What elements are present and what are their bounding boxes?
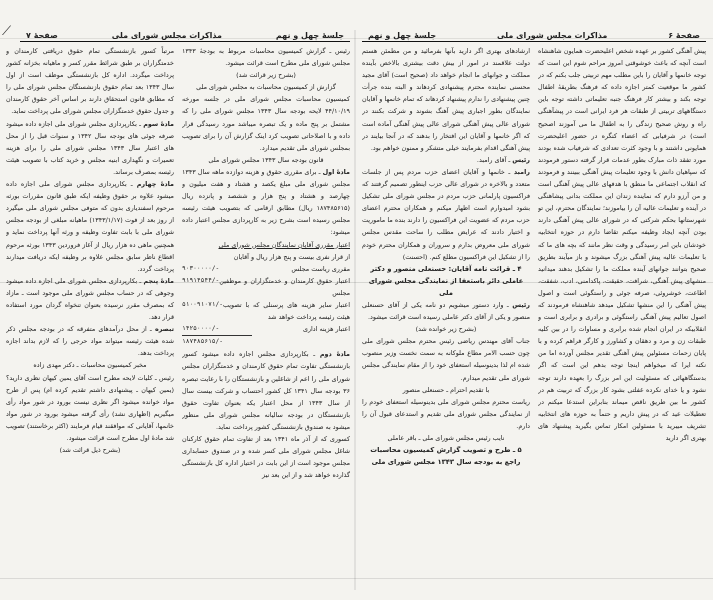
paragraph: (بشرح زیر خوانده شد) (415, 325, 477, 334)
paragraph: رئیس ـ آقای رامبد. (476, 155, 530, 164)
page-number: صفحهٔ ۶ (668, 31, 700, 40)
paragraph: کمیسیون محاسبات مجلس شورای ملی در جلسه مورخه ۴۴/۱۰/۱۹ لایحه بودجه سال ۱۳۴۳ مجلس شورای ملی را که مشتمل بر پنج ماده و یک تبصره میباشد مورد رسیدگی قرار داده و با اصلاحاتی تصویب کرد اینک گزارش آن را برای تصویب بمجلس شورای ملی تقدیم میدارد. (182, 95, 350, 152)
budget-label: اعتبار هزینه اداری (302, 325, 350, 334)
paragraph: ۴ ـ قرائت نامه آقایان: حسنعلی منصور و دکتر عاملی دائر باستعفا از نمایندگی مجلس شورای ملی (368, 264, 524, 297)
budget-label: از قرار نفری بیست و پنج هزار ریال و آقایان (233, 252, 350, 261)
paragraph: با تقدیم احترام ـ حسنعلی منصور (402, 385, 490, 394)
speaker-label: مادهٔ دوم (319, 350, 350, 359)
budget-line (182, 275, 350, 299)
scan-corner-mark: ⟋ (2, 24, 12, 39)
paragraph: نایب رئیس مجلس شورای ملی ـ باقر عاملی (387, 434, 505, 442)
paragraph: جناب آقای مهندس ریاضی رئیس محترم مجلس شورای ملی چون حسب الامر مطاع ملوکانه به سمت نخست وزیر منصوب شده ام لذا بدینوسیله استعفای خود را از مقام نمایندگی مجلس شورای ملی تقدیم میدارم. (362, 337, 530, 382)
page-6-col-left (362, 45, 530, 570)
page-6 (356, 0, 713, 600)
paragraph: قانون بودجه سال ۱۳۴۳ مجلس شورای ملی (208, 155, 324, 164)
paragraph: مادهٔ پنجم ـ بکارپردازی مجلس شورای ملی اجازه داده میشود وجوهی که در حساب مجلس شورای ملی موجود است ـ مازاد که بمصرف مقرر نرسیده بعنوان تنخواه گردان مورد استفاده قرار دهد. (6, 276, 174, 322)
speaker-label: مادهٔ چهارم (136, 180, 174, 189)
budget-total (182, 336, 350, 348)
budget-line (182, 263, 350, 275)
paragraph: (بشرح زیر قرائت شد) (236, 71, 296, 80)
paragraph: گزارش از کمیسیون محاسبات به مجلس شورای ملی (196, 83, 336, 92)
page-number: صفحهٔ ۷ (26, 31, 58, 40)
budget-line (182, 299, 350, 323)
paragraph: رئیس ـ وارد دستور میشویم دو نامه یکی از آقای حسنعلی منصور و یکی از آقای دکتر عاملی رسیده است قرائت میشود. (362, 300, 530, 322)
paragraph: مادهٔ چهارم ـ بکارپردازی مجلس شورای ملی اجازه داده میشود علاوه بر حقوق وظیفه ایکه طبق قانون مقررات بورثه مرحوم اسفندیاری بدون که متوفی مجلس شورای ملی میگیرد از روز بعد از فوت (۱۳۴۳/۱/۱۷) ماهیانه مبلغی از بودجه مجلس شورای ملی با بابت تفاوت وظیفه و ورثه آنها پرداخت نماید و همچنین ماهی ده هزار ریال از آغاز فروردین ۱۳۴۳ بورثه مرحوم اقطاع ناظر سابق مجلس علاوه بر وظیفه ایکه دریافت میدارند پرداخت گردد. (6, 180, 174, 273)
running-title: مذاکرات مجلس شورای ملی (497, 31, 608, 40)
budget-line (182, 323, 350, 335)
scan-line (0, 38, 713, 39)
budget-amount: ۱۴۲۵۰۰۰۰/- (182, 325, 220, 333)
budget-total-amount: ۱۸۷۴۸۵۶۱۵/- (182, 338, 223, 346)
paragraph: مخبر کمیسیون محاسبات ـ دکتر مهدی زاده (33, 361, 147, 370)
paragraph: مادهٔ اول ـ برای مقرری حقوق و هزینه دوازده ماهه سال ۱۳۴۳ مجلس شورای ملی مبلغ یکصد و هشتاد و هفت میلیون و چهارصد و هشتاد و پنج هزار و ششصد و پانزده ریال (۱۸۷۴۸۵۶۱۵ ریال) مطابق ارقامی که بتصویب هیئت رئیسه مجلس رسیده است بشرح زیر به کارپردازی مجلس اعتبار داده میشود: (182, 167, 350, 237)
scan-line (0, 282, 713, 283)
speaker-label: مادهٔ سوم (143, 119, 174, 128)
speaker-label: رامبد (513, 167, 530, 176)
page-7-header (20, 27, 350, 42)
paragraph: تبصره ـ از محل درآمدهای متفرقه که در بودجه مجلس ذکر شده هیئت رئیسه میتواند مواد حرجی را که لازم بداند اجازه پرداخت بدهد. (6, 325, 174, 358)
paragraph: مرتباً کسور بازنشستگی تمام حقوق دریافتی کارمندان و خدمتگزاران بر طبق شرائط مقرر کسر و ماهیانه بخزانه کشور پرداخت میگردد. اداره کل بازنشستگی موظف است از اول سال ۱۳۴۳ بعد تمام حقوق بازنشستگان مجلس شورای ملی را که مطابق قانون استحقاق دارند بر اساس آخر حقوق کارمندان و جدول حقوق خدمتگزاران مجلس شورای ملی پرداخت نماید. (6, 47, 174, 116)
paragraph: رئیس ـ کلیات لایحه مطرح است آقای یمین کیهان نظری دارید؟ (یمین کیهان ـ پیشنهادی داشتم تقدیم کرده ام) پس از طرح مواد خوانده میشود اگر نظری نیست بورود در شور مواد رأی میگیریم (اظهاری نشد) رأی گرفته میشود بورود در شور مواد خانمها، آقایانی که موافقند قیام فرمایند (اکثر برخاستند) تصویب شد مادهٔ اول مطرح است قرائت میشود. (6, 373, 174, 442)
speaker-label: مادهٔ اول (322, 167, 350, 176)
budget-amount: ۹۰۳۰۰۰۰۰/- (182, 264, 220, 272)
page-7-col-left (6, 45, 174, 570)
budget-amount: ۵۱۰۰۹۱۰۷۱/- (182, 300, 223, 308)
speaker-label: رئیس (512, 300, 530, 309)
page-7-col-right (182, 45, 350, 570)
scan-line (0, 578, 713, 579)
paragraph: اعتبار مقرری آقایان نمایندگان مجلس شورای ملی (218, 240, 350, 249)
budget-amount: ۹۱۹۱۴۵۴۴/- (182, 276, 220, 284)
paragraph: رئیس ـ گزارش کمیسیون محاسبات مربوط به بودجهٔ ۱۳۴۳ مجلس شورای ملی مطرح است قرائت میشود. (182, 47, 350, 68)
speaker-label: رئیس (512, 155, 530, 164)
paragraph: مادهٔ سوم ـ بکارپردازی مجلس شورای ملی اجازه داده میشود صرفه جوئی های بودجه سال ۱۳۴۲ و سنوات قبل را از محل های اعتبار سال ۱۳۴۳ مجلس شورای ملی را برای هزینه تعمیرات و نگهداری ابنیه مجلس و خرید کتاب با تصویب هیئت رئیسه بمصرف برساند. (6, 119, 174, 176)
paragraph: مادهٔ دوم ـ بکارپردازی مجلس اجازه داده میشود کسور بازنشستگی تفاوت تمام حقوق کارمندان و خدمتگزاران مجلس شورای ملی را اعم از شاغلین و بازنشستگان را با رعایت تبصره ۳۶ بودجه سال ۱۳۴۱ کل کشور احتساب و شرکت بیست سال از سال ۱۳۴۳ از محل اعتبار یکه بعنوان تفاوت حقوق بازنشستگان در بودجه سالیانه مجلس شورای ملی منظور میشود به صندوق بازنشستگی کشور پرداخت نماید. (182, 350, 350, 431)
page-7 (0, 0, 356, 600)
paragraph: پیش آهنگی کشور بر عهده شخص اعلیحضرت همایون شاهنشاه است آنچه که باعث خوشوقتی امروز مراحم شوم این است که توجه خانمها و آقایان را باین مطلب مهم تربیتی جلب بکنم که در کشور ما موقعیت کمتر اجازه داده که فرهنگ بطریقهٔ اطفال توجه بکند و بیشتر کار فرهنگ جنبه تعلیماتی داشته توجه باین دستگاههای تربیتی از طبقات هر فرد ایرانی است در پیشآهنگی راه و روش صحیح زندگی را به اطفال ما می آموزند اصحیح است) در شرفیابی که اعضاء کنگره در حضور اعلیحضرت همایونی داشتند و با وجود کثرت تعدادی که شرفیاب شده بودند مورد تفقد ذات مبارک بطور عدمات قرار گرفته دستور فرمودند که سپاهیان دانش با وجود تعلیمات پیش آهنگی ببینند و فرمودند که انقلاب اجتماعی ما منطق با هدفهای عالی پیش آهنگی است و من آرزو دارم که نماینده زندان این مملکت بدانی پیشاهنگی در آینده و تعلیمات عالیه آن را بیاموزند؛ نمایندگان محترم، این تو شهرستانها بحکم شرکتی که در شورای عالی پیش آهنگی دارند بودن آنچه ایجاد وظیفه میکنم تقاضا دارم در حوزه انتخابیه خودشان باین امر رسیدگی و وقت نظر مانند که بچه های ما که با تعلیمات عالیه پیش آهنگی بزرگ میشوند و باز میآیند بطریق صحیح بتوانند جوانهای آینده مملکت ما را تشکیل بدهند میدانید منشهای پیش آهنگی، شرافت، حقیقت، پاکدامنی، ادب، شفقت، اطاعت، خوشروئی، صرفه جوئی و راستگوئی است و اصول پیش آهنگی را این منشها تشکیل میدهد شاهنشاه فرمودند که اصول تعالیم پیش آهنگی راستگوئی و برادری و برابری است و انقلابیکه در ایران انجام شده برابری و مساوات را در بین کلیه طبقات زن و مرد و دهقان و کشاورز و کارگر فراهم کرده و با پایان زحمات مسئولین پیش آهنگی تقدیر مجلس آورده اما من نکته ایرا که میخواهم اینجا توجه بدهم این است که اگر بدستگاههائی که مسئولیت این امر بزرگ را بعهده دارند توجه نشود و یا خدای نکرده غفلتی بشود کار بزرگ که تربیت هم در کشور ما بین طریق ناقص میماند بنابراین استدعا میکنم در تعطیلات عید که در پیش داریم و حتماً به حوزه های انتخابیه تشریف میبرید با مسئولین امکار تماس بگیرید پیشنهاد های بهتری اگر دارید (538, 47, 706, 442)
page-6-columns (362, 45, 706, 570)
speaker-label: مادهٔ پنجم (143, 276, 174, 285)
budget-label: اعتبار حقوق کارمندان و خدمتگزاران و موظفین مجلس (219, 276, 350, 297)
budget-label: اعتبار سایر هزینه های پرسنلی که با تصویب هیئت رئیسه پرداخت خواهد شد (222, 300, 350, 322)
page-6-col-right (538, 45, 706, 570)
page-7-columns (6, 45, 350, 570)
budget-label: مقرری ریاست مجلس (291, 264, 350, 273)
session-title: جلسهٔ چهل و نهم (275, 31, 344, 40)
speaker-label: تبصره (154, 325, 174, 334)
page-6-header (362, 27, 706, 42)
paragraph: کسوری که از آذر ماه ۱۳۴۱ بعد از تفاوت تمام حقوق کارکنان شاغل مجلس شورای ملی کسر شده و در صندوق حسابداری مجلس موجود است از این بابت در اختیار اداره کل بازنشستگی گذارده خواهد شد و از این بعد نیز (182, 435, 350, 480)
paragraph: رامبد ـ خانمها و آقایان اعضای حزب مردم پس از جلسات متعدد و بالاخره در شورای عالی حزب اینطور تصمیم گرفتند که فراکسیون پارلمانی حزب مردم در مجلس شورای ملی تشکیل بشود امیدوارم است اظهار میکنم و همکاران محترم اعضای حزب مردم که عضویت این فراکسیون را دارند بنده ما ماموریت و اختیار دادند که عرایض مطلب را ساحت مقدس مجلس شورای ملی معروض بدارم و سروران و همکاران محترم خودم را از تشکیل این فراکسیون مطلع کنم. (احسنت) (362, 167, 530, 261)
paragraph: (بشرح ذیل قرائت شد) (59, 446, 121, 455)
paragraph: ۵ ـ طرح و تصویب گزارش کمیسیون محاسبات راجع به بودجه سال ۱۳۴۳ مجلس شورای ملی (370, 446, 522, 467)
budget-line (182, 251, 350, 263)
running-title: مذاکرات مجلس شورای ملی (111, 31, 222, 40)
session-title: جلسهٔ چهل و نهم (368, 31, 437, 40)
paragraph: ارشادهای بهتری اگر دارید بآنها بفرمائید و من مطمئن هستم دولت علاقمند در امور از بیش دقت بیشتری بالاخص بآینده مملکت و جوانهای ما انجام خواهد داد (صحیح است) آقای مجید محسنی نماینده محترم پیشنهادی کردهاند و البته بنده جرأت چنین پیشنهادی را ندارم پیشنهاد کردهاند که تمام خانمها و آقایان نمایندگان بطور اجباری پیش آهنگ بشوند و شرکت بکنند در شورای عالی پیش آهنگی شورای عالی پیش آهنگی آماده است که اگر خانمها و آقایان این افتخار را بدهند که در آنجا بیایند در پیش آهنگی اقدام بفرمایند خیلی متشکر و ممنون خواهم بود. (362, 47, 530, 152)
paragraph: ریاست محترم مجلس شورای ملی بدینوسیله استعفای خودم را از نمایندگی مجلس شورای ملی تقدیم و استدعای قبول آن را دارم. (362, 397, 530, 430)
